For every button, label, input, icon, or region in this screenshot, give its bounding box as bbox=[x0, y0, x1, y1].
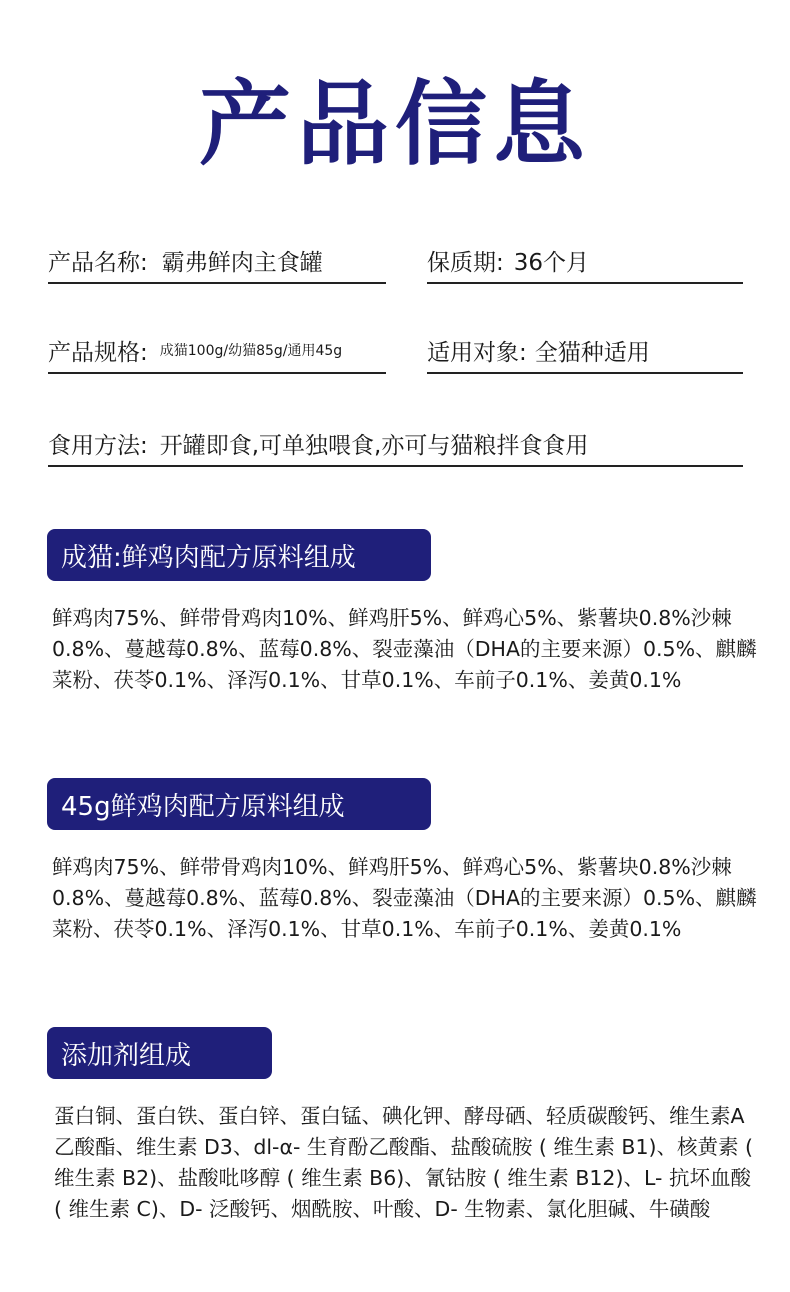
product-spec-label: 产品规格: bbox=[48, 339, 148, 366]
section-text-adult: 鲜鸡肉75%、鲜带骨鸡肉10%、鲜鸡肝5%、鲜鸡心5%、紫薯块0.8%沙棘0.8%、蔓越莓0.8%、蓝莓0.8%、裂壶藻油（DHA的主要来源）0.5%、麒麟菜粉、茯苓0.1%、泽泻0.1%、甘草0.1%、车前子0.1%、姜黄0.1% bbox=[52, 606, 757, 692]
usage-field bbox=[48, 421, 743, 467]
product-spec-field bbox=[48, 328, 386, 374]
shelf-life-value: 36个月 bbox=[513, 249, 590, 276]
target-field bbox=[427, 328, 743, 374]
section-text-additives: 蛋白铜、蛋白铁、蛋白锌、蛋白锰、碘化钾、酵母硒、轻质碳酸钙、维生素A 乙酸酯、维生素 D3、dl-α- 生育酚乙酸酯、盐酸硫胺 ( 维生素 B1)、核黄素 ( 维生素 B2)、盐酸吡哆醇 ( 维生素 B6)、氰钴胺 ( 维生素 B12)、L- 抗坏血酸 ( 维生素 C)、D- 泛酸钙、烟酰胺、叶酸、D- 生物素、氯化胆碱、牛磺酸 bbox=[54, 1104, 754, 1221]
product-spec-value: 成猫100g/幼猫85g/通用45g bbox=[159, 343, 343, 359]
shelf-life-label: 保质期: bbox=[427, 249, 504, 276]
target-value: 全猫种适用 bbox=[534, 339, 650, 366]
shelf-life-field bbox=[427, 238, 743, 284]
product-name-field bbox=[48, 238, 386, 284]
section-text-45g: 鲜鸡肉75%、鲜带骨鸡肉10%、鲜鸡肝5%、鲜鸡心5%、紫薯块0.8%沙棘0.8%、蔓越莓0.8%、蓝莓0.8%、裂壶藻油（DHA的主要来源）0.5%、麒麟菜粉、茯苓0.1%、泽泻0.1%、甘草0.1%、车前子0.1%、姜黄0.1% bbox=[52, 855, 757, 941]
section-heading-45g: 45g鲜鸡肉配方原料组成 bbox=[47, 778, 431, 830]
section-heading-additives: 添加剂组成 bbox=[47, 1027, 272, 1079]
product-name-label: 产品名称: bbox=[48, 249, 148, 276]
product-name-value: 霸弗鲜肉主食罐 bbox=[161, 249, 323, 276]
usage-label: 食用方法: bbox=[48, 432, 148, 459]
usage-value: 开罐即食,可单独喂食,亦可与猫粮拌食食用 bbox=[159, 432, 589, 459]
target-label: 适用对象: bbox=[427, 339, 527, 366]
page-title: 产品信息 bbox=[198, 71, 591, 178]
section-heading-adult: 成猫:鲜鸡肉配方原料组成 bbox=[47, 529, 431, 581]
